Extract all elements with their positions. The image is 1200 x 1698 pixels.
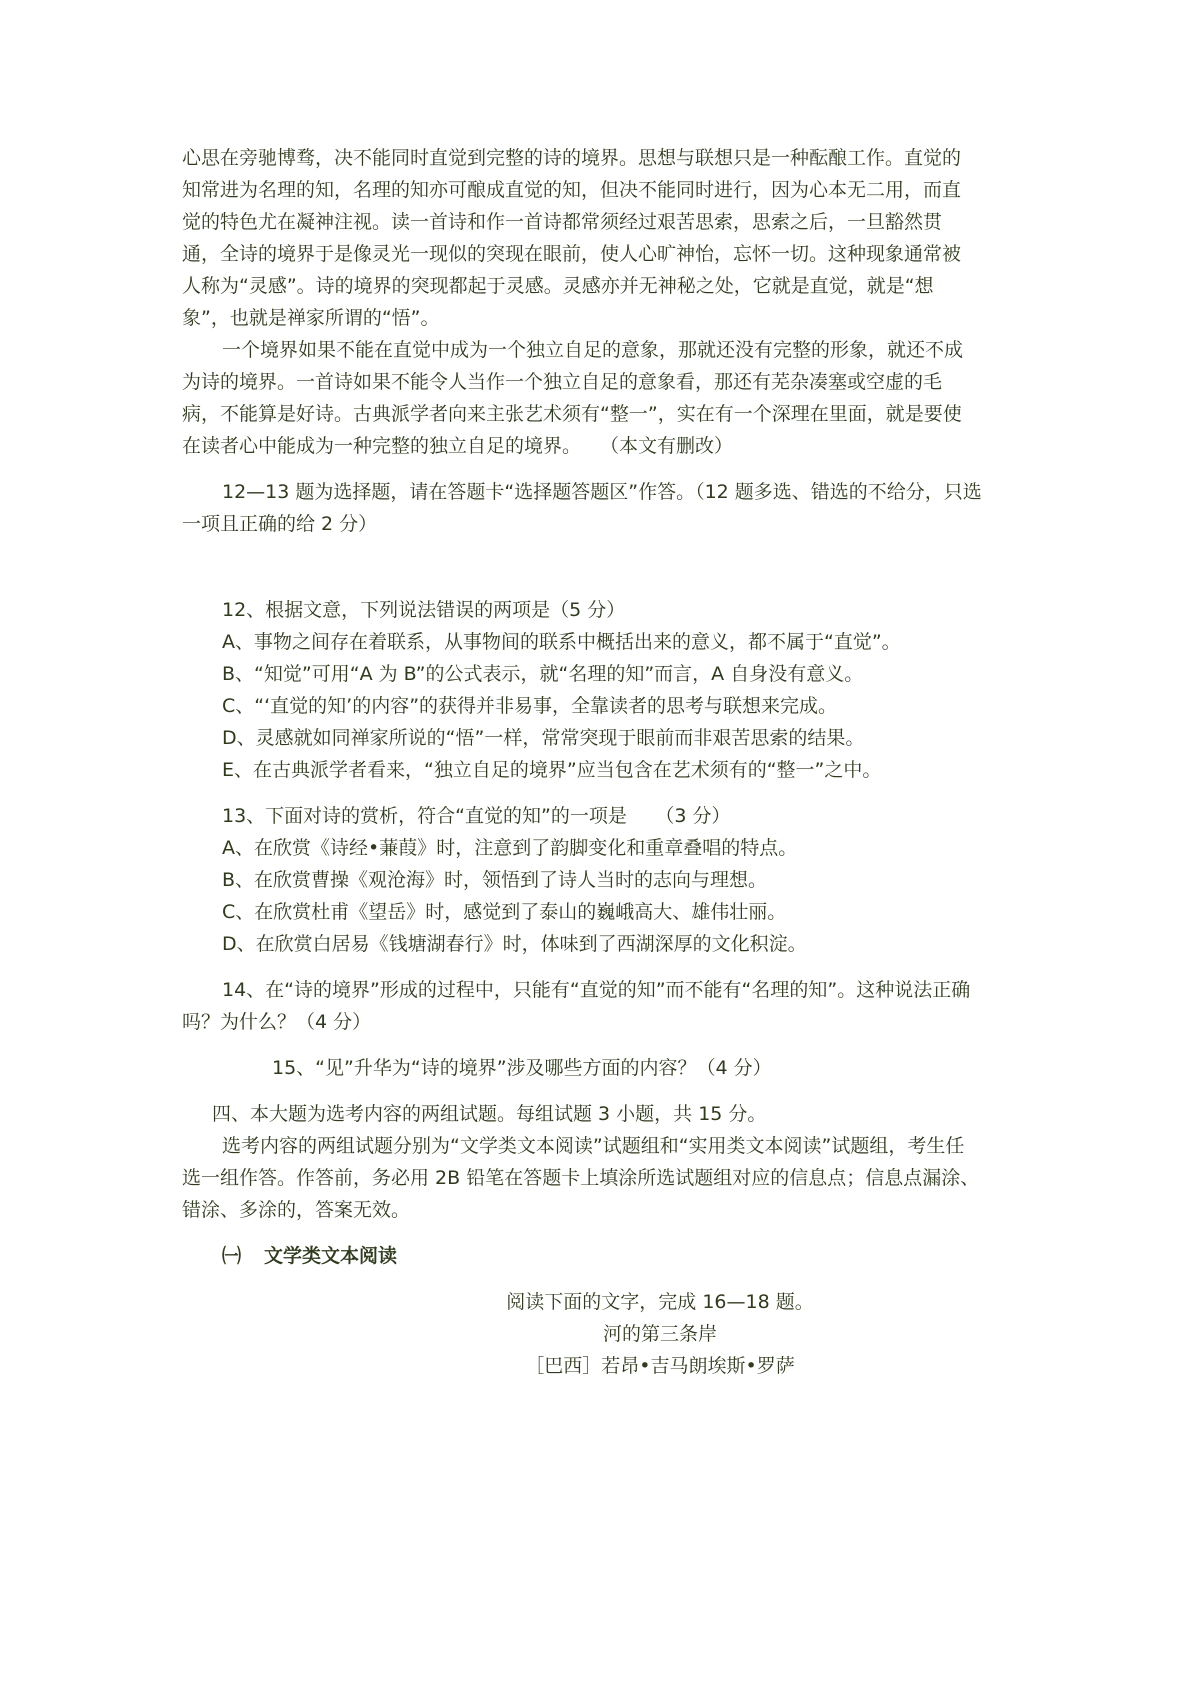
- question-14-line: 14、在“诗的境界”形成的过程中，只能有“直觉的知”而不能有“名理的知”。这种说法正确: [222, 979, 971, 1001]
- passage-line: 在读者心中能成为一种完整的独立自足的境界。 （本文有删改）: [182, 435, 734, 457]
- question-12-stem: 12、根据文意，下列说法错误的两项是（5 分）: [222, 599, 626, 621]
- question-13-stem: 13、下面对诗的赏析，符合“直觉的知”的一项是 （3 分）: [222, 805, 731, 827]
- question-14-line: 吗？为什么？（4 分）: [182, 1011, 372, 1033]
- question-12-option-d: D、灵感就如同禅家所说的“悟”一样，常常突现于眼前而非艰苦思索的结果。: [222, 727, 865, 749]
- part-4-line: 选一组作答。作答前，务必用 2B 铅笔在答题卡上填涂所选试题组对应的信息点；信息点漏涂、: [182, 1167, 980, 1189]
- question-13-option-c: C、在欣赏杜甫《望岳》时，感觉到了泰山的巍峨高大、雄伟壮丽。: [222, 901, 787, 923]
- passage-line: 为诗的境界。一首诗如果不能令人当作一个独立自足的意象看，那还有芜杂凑塞或空虚的毛: [182, 371, 943, 393]
- passage-line: 心思在旁驰博骛，决不能同时直觉到完整的诗的境界。思想与联想只是一种酝酿工作。直觉的: [182, 147, 962, 169]
- section-title: 文学类文本阅读: [264, 1245, 398, 1267]
- question-13-option-a: A、在欣赏《诗经•蒹葭》时，注意到了韵脚变化和重章叠唱的特点。: [222, 837, 798, 859]
- passage-line: 觉的特色尤在凝神注视。读一首诗和作一首诗都常须经过艰苦思索，思索之后，一旦豁然贯: [182, 211, 943, 233]
- part-4-line: 错涂、多涂的，答案无效。: [182, 1199, 411, 1221]
- question-15: 15、“见”升华为“诗的境界”涉及哪些方面的内容？（4 分）: [272, 1057, 772, 1079]
- section-heading: [222, 1244, 397, 1268]
- reading-author: ［巴西］若昂•吉马朗埃斯•罗萨: [525, 1355, 795, 1377]
- passage-line: 通，全诗的境界于是像灵光一现似的突现在眼前，使人心旷神怡，忘怀一切。这种现象通常被: [182, 243, 962, 265]
- instruction-line: 一项且正确的给 2 分）: [182, 513, 378, 535]
- passage-line: 象”，也就是禅家所谓的“悟”。: [182, 307, 440, 329]
- passage-line: 知常进为名理的知，名理的知亦可酿成直觉的知，但决不能同时进行，因为心本无二用，而直: [182, 179, 962, 201]
- question-13-option-b: B、在欣赏曹操《观沧海》时，领悟到了诗人当时的志向与理想。: [222, 869, 768, 891]
- instruction-line: 12—13 题为选择题，请在答题卡“选择题答题区”作答。（12 题多选、错选的不给分，只选: [222, 481, 982, 503]
- question-12-option-b: B、“知觉”可用“A 为 B”的公式表示，就“名理的知”而言，A 自身没有意义。: [222, 663, 864, 685]
- question-12-option-c: C、“‘直觉的知’的内容”的获得并非易事，全靠读者的思考与联想来完成。: [222, 695, 838, 717]
- passage-line: 一个境界如果不能在直觉中成为一个独立自足的意象，那就还没有完整的形象，就还不成: [222, 339, 964, 361]
- reading-title: 河的第三条岸: [602, 1323, 717, 1345]
- reading-instruction: 阅读下面的文字，完成 16—18 题。: [506, 1291, 814, 1313]
- part-4-heading: 四、本大题为选考内容的两组试题。每组试题 3 小题，共 15 分。: [212, 1103, 767, 1125]
- part-4-line: 选考内容的两组试题分别为“文学类文本阅读”试题组和“实用类文本阅读”试题组，考生任: [222, 1135, 965, 1157]
- question-13-option-d: D、在欣赏白居易《钱塘湖春行》时，体味到了西湖深厚的文化积淀。: [222, 933, 807, 955]
- passage-line: 人称为“灵感”。诗的境界的突现都起于灵感。灵感亦并无神秘之处，它就是直觉，就是“想: [182, 275, 934, 297]
- passage-line: 病，不能算是好诗。古典派学者向来主张艺术须有“整一”，实在有一个深理在里面，就是要使: [182, 403, 962, 425]
- question-12-option-a: A、事物之间存在着联系，从事物间的联系中概括出来的意义，都不属于“直觉”。: [222, 631, 901, 653]
- section-number: ㈠: [222, 1245, 242, 1267]
- question-12-option-e: E、在古典派学者看来，“独立自足的境界”应当包含在艺术须有的“整一”之中。: [222, 759, 882, 781]
